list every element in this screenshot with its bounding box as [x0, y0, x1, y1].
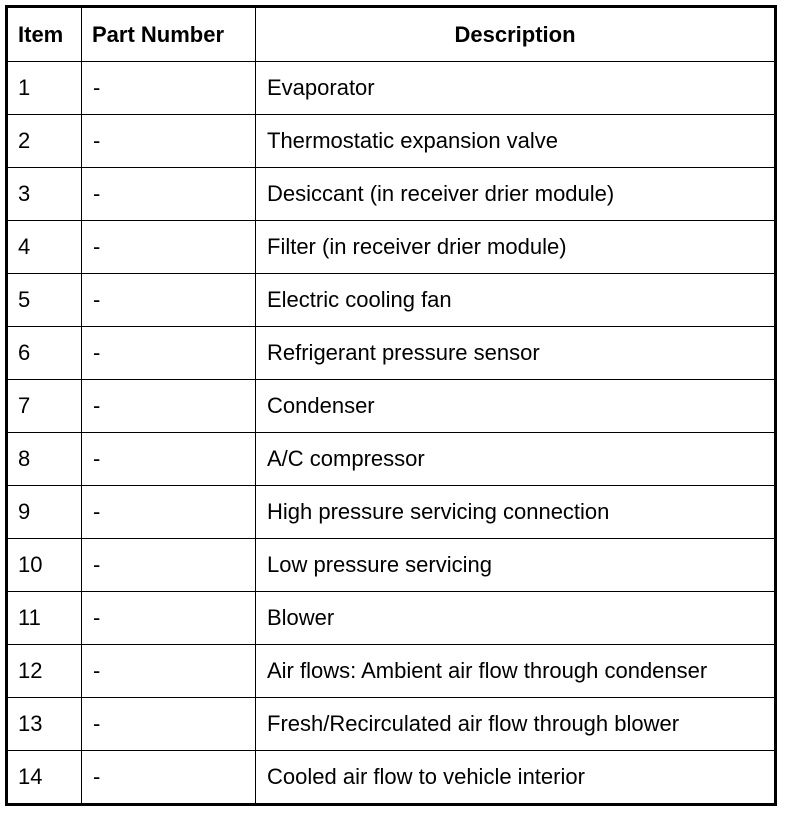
item-cell: 14: [7, 751, 82, 805]
item-cell: 10: [7, 539, 82, 592]
item-cell: 13: [7, 698, 82, 751]
table-row: [7, 327, 776, 380]
part-number-cell: -: [82, 486, 256, 539]
part-number-cell: -: [82, 751, 256, 805]
table-row: [7, 168, 776, 221]
part-number-cell: -: [82, 115, 256, 168]
description-cell: Air flows: Ambient air flow through condenser: [256, 645, 776, 698]
item-cell: 3: [7, 168, 82, 221]
part-number-cell: -: [82, 274, 256, 327]
parts-table: [5, 5, 777, 806]
description-cell: Cooled air flow to vehicle interior: [256, 751, 776, 805]
description-cell: Evaporator: [256, 62, 776, 115]
table-row: [7, 380, 776, 433]
description-cell: Refrigerant pressure sensor: [256, 327, 776, 380]
item-cell: 7: [7, 380, 82, 433]
header-item: Item: [7, 7, 82, 62]
part-number-cell: -: [82, 645, 256, 698]
table-row: [7, 433, 776, 486]
part-number-cell: -: [82, 221, 256, 274]
header-row: [7, 7, 776, 62]
table-row: [7, 115, 776, 168]
part-number-cell: -: [82, 698, 256, 751]
table-row: [7, 274, 776, 327]
table-row: [7, 698, 776, 751]
part-number-cell: -: [82, 62, 256, 115]
item-cell: 5: [7, 274, 82, 327]
description-cell: Condenser: [256, 380, 776, 433]
description-cell: Desiccant (in receiver drier module): [256, 168, 776, 221]
table-row: [7, 539, 776, 592]
item-cell: 6: [7, 327, 82, 380]
table-row: [7, 645, 776, 698]
part-number-cell: -: [82, 168, 256, 221]
item-cell: 12: [7, 645, 82, 698]
item-cell: 2: [7, 115, 82, 168]
part-number-cell: -: [82, 592, 256, 645]
part-number-cell: -: [82, 539, 256, 592]
part-number-cell: -: [82, 433, 256, 486]
description-cell: Fresh/Recirculated air flow through blower: [256, 698, 776, 751]
part-number-cell: -: [82, 327, 256, 380]
part-number-cell: -: [82, 380, 256, 433]
description-cell: Filter (in receiver drier module): [256, 221, 776, 274]
table-row: [7, 62, 776, 115]
description-cell: A/C compressor: [256, 433, 776, 486]
table-row: [7, 751, 776, 805]
header-description: Description: [256, 7, 776, 62]
item-cell: 1: [7, 62, 82, 115]
header-part-number: Part Number: [82, 7, 256, 62]
item-cell: 11: [7, 592, 82, 645]
table-row: [7, 486, 776, 539]
description-cell: Electric cooling fan: [256, 274, 776, 327]
item-cell: 9: [7, 486, 82, 539]
item-cell: 8: [7, 433, 82, 486]
description-cell: Blower: [256, 592, 776, 645]
table-row: [7, 592, 776, 645]
item-cell: 4: [7, 221, 82, 274]
table-row: [7, 221, 776, 274]
description-cell: Low pressure servicing: [256, 539, 776, 592]
description-cell: High pressure servicing connection: [256, 486, 776, 539]
description-cell: Thermostatic expansion valve: [256, 115, 776, 168]
